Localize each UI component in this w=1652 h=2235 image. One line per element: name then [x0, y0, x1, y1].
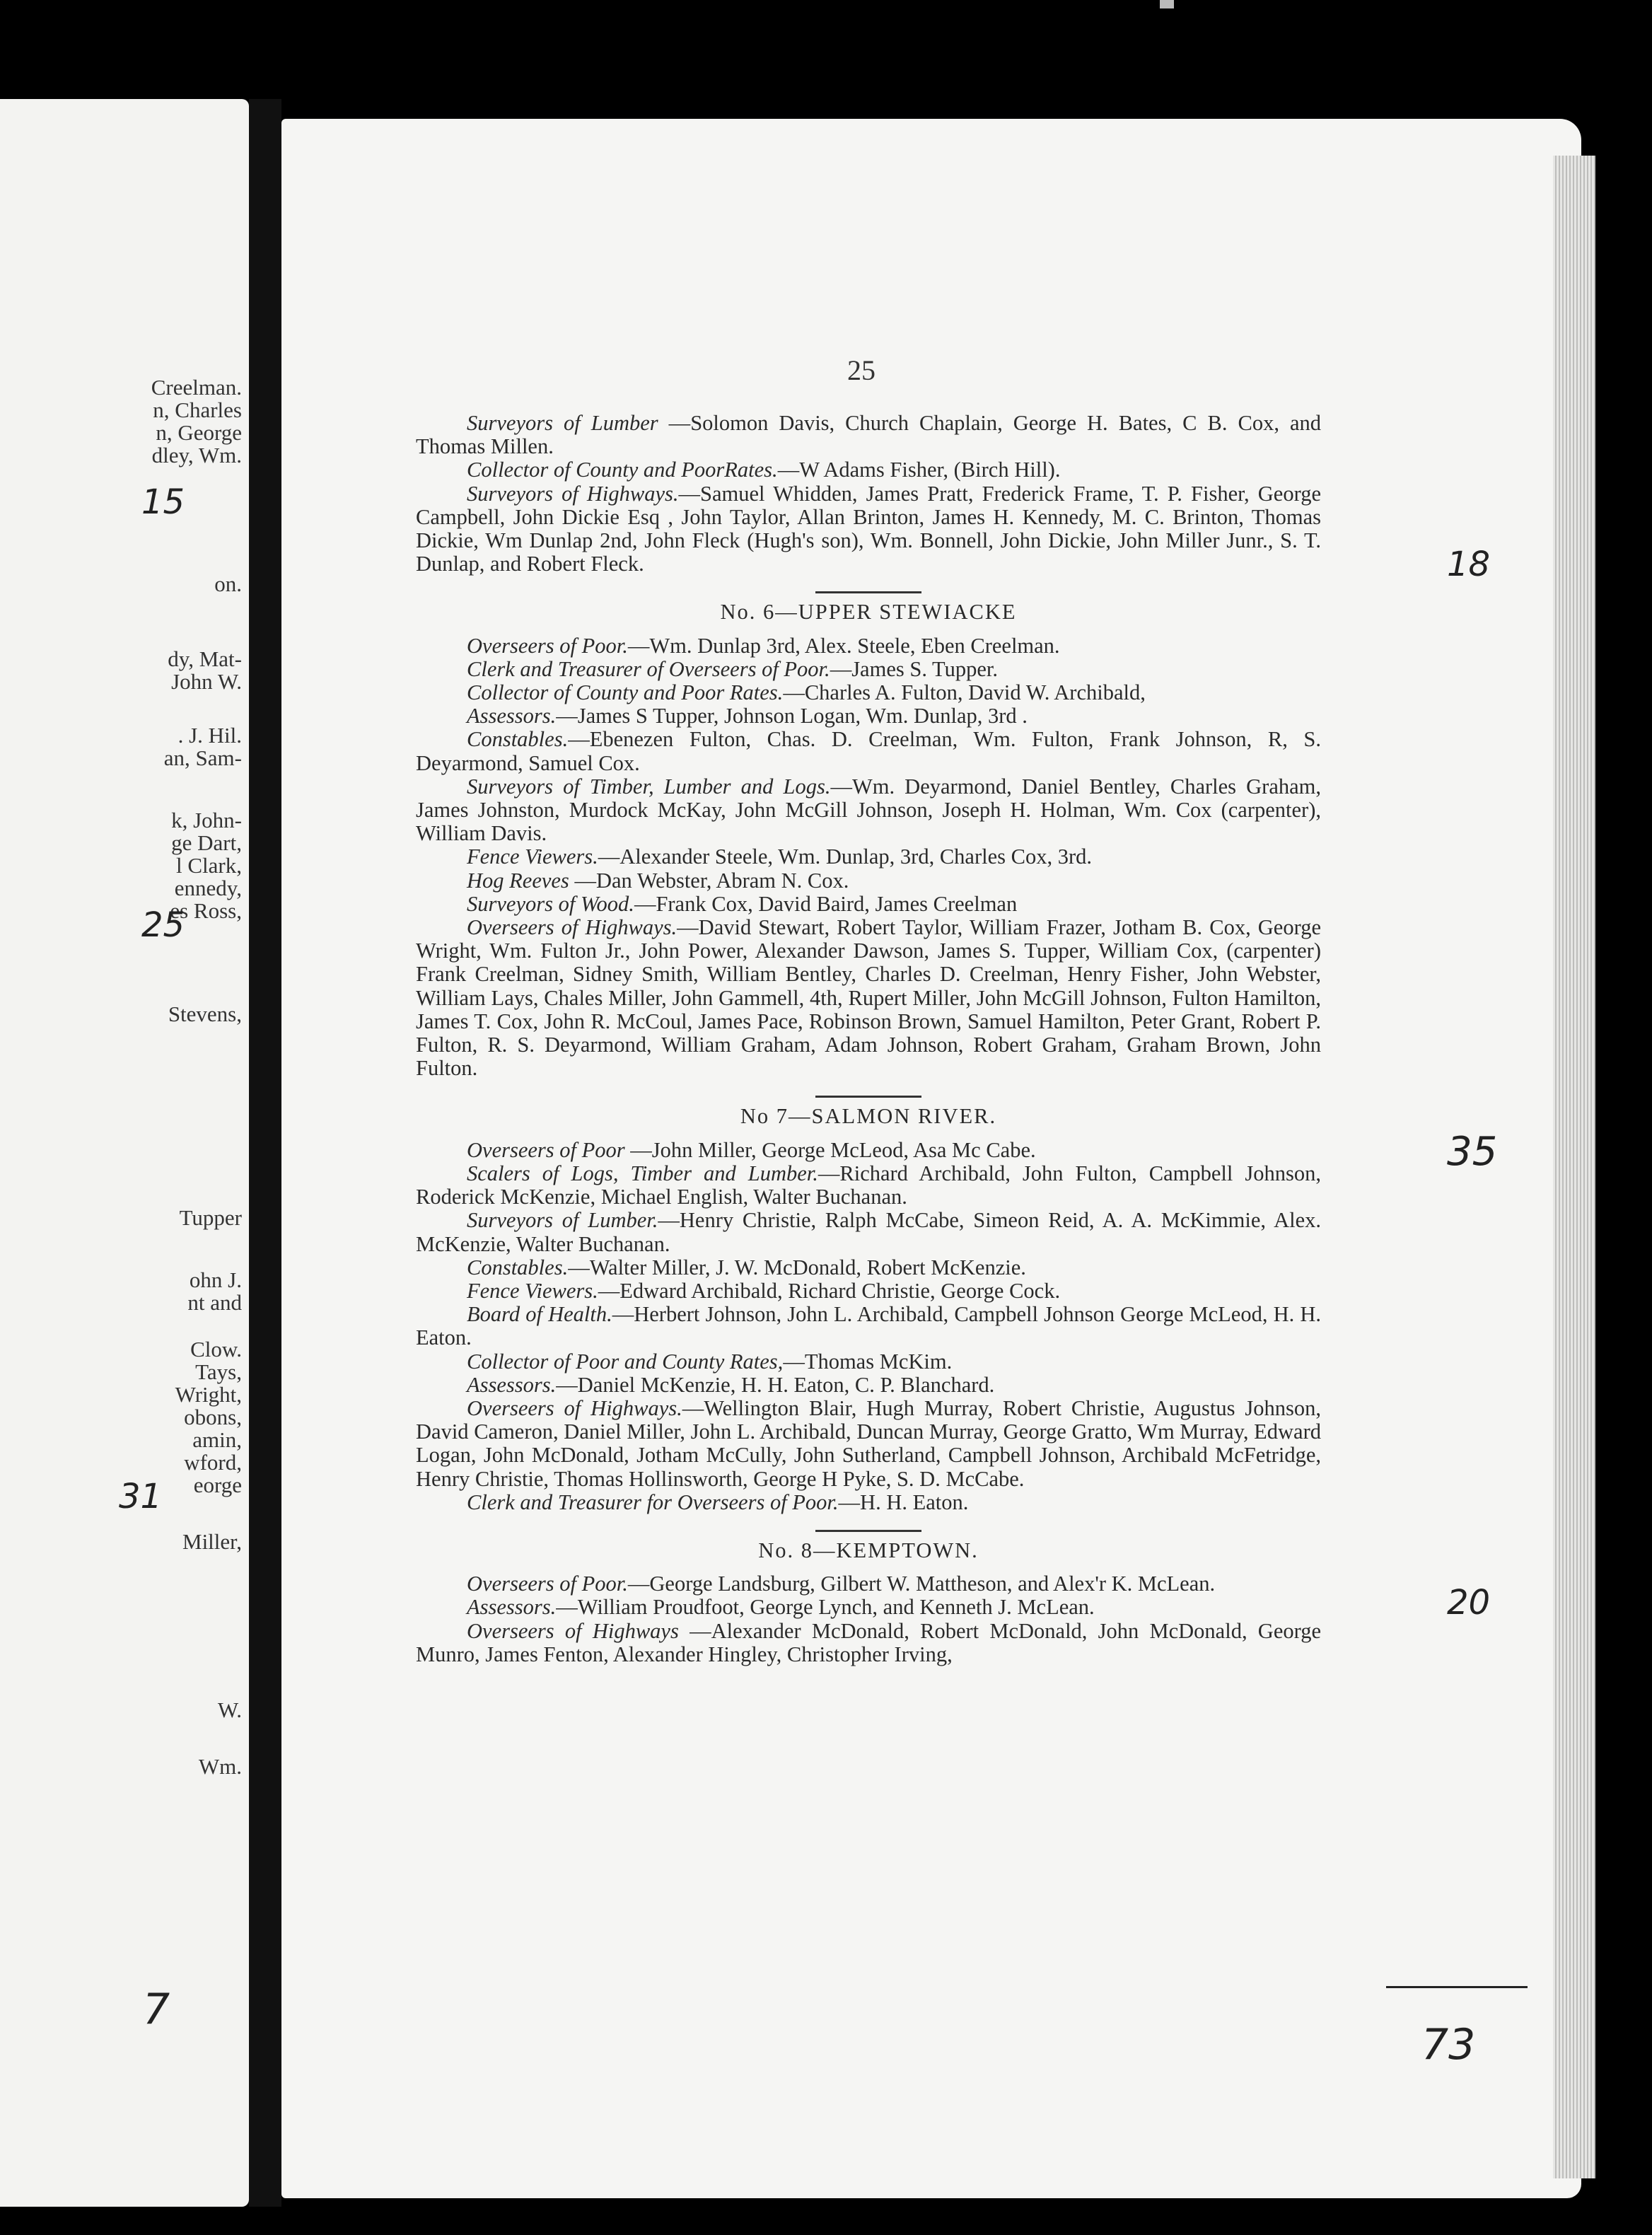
entry	[416, 775, 1321, 846]
opening-entries	[416, 412, 1321, 576]
section-heading-text: No. 6—UPPER STEWIACKE	[720, 600, 1017, 625]
entry	[416, 1350, 1321, 1374]
entry-text: Edward Archibald, Richard Christie, George Cock.	[620, 1278, 1061, 1303]
handwritten-note: 20	[1447, 1583, 1491, 1622]
entry-label: Board of Health.	[467, 1302, 612, 1327]
entry-sep: —	[838, 1490, 861, 1514]
entry-label: Surveyors of Wood.	[467, 891, 634, 916]
entry-label: Constables.	[467, 1255, 569, 1279]
handwritten-rule	[1386, 1986, 1528, 1988]
section-heading	[416, 1096, 1321, 1128]
left-page-fragment: John W.	[171, 669, 242, 694]
left-page-fragment: Wright,	[175, 1382, 242, 1407]
entry-sep: —	[568, 1255, 590, 1279]
entry	[416, 412, 1321, 458]
entry-label: Hog Reeves	[467, 868, 569, 893]
entry	[416, 634, 1321, 658]
entry-text: Wm. Deyarmond, Daniel Bentley, Charles Graham, James Johnston, Murdock McKay, John McGill Johnson, Joseph H. Holman, Wm. Cox (carpenter), William Davis.	[416, 774, 1321, 846]
entry-sep: —	[624, 1137, 652, 1162]
entry-label: Surveyors of Lumber.	[467, 1208, 658, 1233]
left-page-fragment: Tays,	[195, 1359, 242, 1384]
entry	[416, 1596, 1321, 1619]
entry-text: Alexander Steele, Wm. Dunlap, 3rd, Charles Cox, 3rd.	[620, 844, 1092, 869]
left-page-fragment: dy, Mat-	[168, 646, 242, 671]
entry-label: Surveyors of Timber, Lumber and Logs.	[467, 774, 831, 799]
entry	[416, 658, 1321, 681]
entry-text: James S Tupper, Johnson Logan, Wm. Dunlap, 3rd .	[577, 704, 1028, 728]
left-page-fragment: dley, Wm.	[151, 443, 242, 468]
entry-label: Scalers of Logs, Timber and Lumber.	[467, 1161, 818, 1185]
handwritten-note: 25	[141, 905, 185, 945]
entry-sep: —	[783, 1349, 805, 1374]
left-page-fragment: ge Dart,	[171, 830, 242, 855]
entry-sep: —	[818, 1161, 840, 1185]
entry-sep: —	[556, 1595, 578, 1620]
entry-sep: —	[658, 1208, 680, 1233]
entry-label: Constables.	[467, 727, 569, 752]
entry-label: Surveyors of Highways.	[467, 481, 679, 506]
entry-label: Surveyors of Lumber	[467, 411, 658, 435]
entry-text: Henry Christie, Ralph McCabe, Simeon Reid, A. A. McKimmie, Alex. McKenzie, Walter Buchanan.	[416, 1208, 1321, 1256]
entry	[416, 869, 1321, 893]
section-rule	[815, 1096, 921, 1098]
entry-label: Collector of County and Poor Rates.	[467, 680, 784, 705]
left-page-fragment: wford,	[184, 1450, 242, 1475]
entry-label: Overseers of Highways	[467, 1618, 679, 1643]
left-page-fragment: nt and	[187, 1290, 242, 1315]
left-page-fragment: Stevens,	[168, 1002, 242, 1026]
entry-text: H. H. Eaton.	[860, 1490, 969, 1514]
entry-label: Fence Viewers.	[467, 844, 598, 869]
entry-label: Overseers of Poor	[467, 1137, 625, 1162]
entry-text: William Proudfoot, George Lynch, and Kenneth J. McLean.	[577, 1595, 1095, 1620]
entry-label: Overseers of Highways.	[467, 1395, 682, 1420]
book-gutter	[249, 99, 281, 2207]
entry	[416, 1209, 1321, 1255]
entry-label: Assessors.	[467, 1372, 557, 1397]
entry	[416, 916, 1321, 1080]
left-page-fragment: Miller,	[182, 1529, 242, 1554]
entry	[416, 728, 1321, 774]
handwritten-note: 35	[1447, 1129, 1498, 1175]
entry	[416, 1162, 1321, 1209]
entry-text: Walter Miller, J. W. McDonald, Robert McKenzie.	[589, 1255, 1026, 1279]
entry-sep: —	[783, 680, 805, 705]
entry-sep: —	[678, 481, 701, 506]
entry-label: Fence Viewers.	[467, 1278, 598, 1303]
left-page-fragment: an, Sam-	[163, 745, 242, 770]
entry-text: Daniel McKenzie, H. H. Eaton, C. P. Blanchard.	[577, 1372, 995, 1397]
page-edge	[1553, 156, 1595, 2178]
left-page-fragment: ennedy,	[174, 876, 242, 900]
left-page-fragment: obons,	[184, 1405, 242, 1429]
entry-sep: —	[598, 1278, 620, 1303]
left-page-fragment: ohn J.	[189, 1267, 242, 1292]
left-page-fragment: n, Charles	[153, 397, 242, 422]
entry-sep: —	[612, 1302, 634, 1327]
entry-text: John Miller, George McLeod, Asa Mc Cabe.	[651, 1137, 1036, 1162]
section-upper-stewiacke	[416, 591, 1321, 1080]
left-page-fragment: Creelman.	[151, 375, 242, 400]
section-heading	[416, 591, 1321, 624]
entry	[416, 681, 1321, 704]
entry-sep: —	[627, 633, 650, 658]
left-page-fragment: Tupper	[179, 1205, 242, 1230]
entry-text: Ebenezen Fulton, Chas. D. Creelman, Wm. Fulton, Frank Johnson, R, S. Deyarmond, Samuel Cox.	[416, 727, 1321, 775]
entry	[416, 704, 1321, 728]
section-rule	[815, 591, 921, 593]
handwritten-note: 31	[119, 1477, 163, 1516]
left-page-fragment: on.	[214, 571, 242, 596]
section-heading-text: No 7—SALMON RIVER.	[740, 1104, 997, 1129]
entry-label: Collector of Poor and County Rates,	[467, 1349, 784, 1374]
left-page-fragment: Wm.	[198, 1754, 242, 1779]
left-page-fragment: k, John-	[171, 808, 242, 832]
handwritten-note: 73	[1421, 2020, 1476, 2069]
handwritten-note: 7	[143, 1985, 170, 2034]
entry	[416, 893, 1321, 916]
handwritten-note: 18	[1447, 545, 1491, 584]
section-rule	[815, 1530, 921, 1532]
page-number: 25	[847, 354, 876, 386]
entry-text: Alexander McDonald, Robert McDonald, John McDonald, George Munro, James Fenton, Alexander Hingley, Christopher Irving,	[416, 1618, 1321, 1666]
left-page-fragment: W.	[217, 1697, 242, 1722]
handwritten-note: 15	[141, 482, 185, 522]
entry-text: Charles A. Fulton, David W. Archibald,	[804, 680, 1146, 705]
entry-text: W Adams Fisher, (Birch Hill).	[799, 458, 1061, 482]
entry-text: Thomas McKim.	[804, 1349, 953, 1374]
entry-label: Overseers of Poor.	[467, 1572, 628, 1596]
page-text	[416, 412, 1321, 1666]
entry	[416, 1256, 1321, 1279]
entry-label: Assessors.	[467, 704, 557, 728]
entry-text: Dan Webster, Abram N. Cox.	[595, 868, 849, 893]
entry	[416, 1374, 1321, 1397]
entry	[416, 1491, 1321, 1514]
left-page-fragment: Clow.	[190, 1337, 242, 1362]
entry-text: Wm. Dunlap 3rd, Alex. Steele, Eben Creelman.	[649, 633, 1060, 658]
entry-label: Clerk and Treasurer of Overseers of Poor.	[467, 656, 830, 681]
entry-sep: —	[556, 1372, 578, 1397]
entry	[416, 1620, 1321, 1666]
entry-label: Clerk and Treasurer for Overseers of Poor.	[467, 1490, 839, 1514]
entry-label: Assessors.	[467, 1595, 557, 1620]
entry-label: Overseers of Highways.	[467, 915, 677, 940]
entry-sep: —	[830, 774, 852, 799]
entry-text: Frank Cox, David Baird, James Creelman	[656, 891, 1018, 916]
section-heading	[416, 1530, 1321, 1562]
entry	[416, 458, 1321, 482]
left-page-fragment: l Clark,	[176, 853, 242, 878]
entry-text: Samuel Whidden, James Pratt, Frederick Frame, T. P. Fisher, George Campbell, John Dickie Esq , John Taylor, Allan Brinton, James H. Kennedy, M. C. Brinton, Thomas Dickie, Wm Dunlap 2nd, John Fleck (Hugh's son), Wm. Bonnell, John Dickie, John Miller Junr., S. T. Dunlap, and Robert Fleck.	[416, 481, 1321, 576]
left-page	[0, 99, 249, 2207]
section-salmon-river	[416, 1096, 1321, 1514]
top-edge-mark	[1160, 0, 1174, 8]
entry-sep: —	[634, 891, 656, 916]
entry	[416, 1303, 1321, 1349]
entry	[416, 1572, 1321, 1596]
entry-sep: —	[556, 704, 578, 728]
entry-sep: —	[777, 458, 800, 482]
entry-text: George Landsburg, Gilbert W. Mattheson, and Alex'r K. McLean.	[649, 1572, 1216, 1596]
entry-sep: —	[598, 844, 620, 869]
entry-text: Richard Archibald, John Fulton, Campbell Johnson, Roderick McKenzie, Michael English, Walter Buchanan.	[416, 1161, 1321, 1209]
entry-text: Solomon Davis, Church Chaplain, George H. Bates, C B. Cox, and Thomas Millen.	[416, 411, 1322, 459]
entry-sep: —	[658, 411, 691, 435]
entry	[416, 845, 1321, 869]
section-heading-text: No. 8—KEMPTOWN.	[758, 1538, 979, 1562]
section-kemptown	[416, 1530, 1321, 1666]
entry-sep: —	[678, 1618, 711, 1643]
entry-text: David Stewart, Robert Taylor, William Frazer, Jotham B. Cox, George Wright, Wm. Fulton Jr., John Power, Alexander Dawson, James S. Tupper, William Cox, (carpenter) Frank Creelman, Sidney Smith, William Bentley, Charles D. Creelman, Henry Fisher, John Webster, William Lays, Chales Miller, John Gammell, 4th, Rupert Miller, John McGill Johnson, Fulton Hamilton, James T. Cox, John R. McCoul, James Pace, Robinson Brown, Samuel Hamilton, Peter Grant, Robert P. Fulton, R. S. Deyarmond, William Graham, Adam Johnson, Robert Graham, Graham Brown, John Fulton.	[416, 915, 1321, 1081]
left-page-fragment: n, George	[156, 420, 242, 445]
entry-sep: —	[627, 1572, 650, 1596]
left-page-fragment: es Ross,	[170, 898, 242, 923]
entry-label: Collector of County and PoorRates.	[467, 458, 778, 482]
entry-label: Overseers of Poor.	[467, 633, 628, 658]
entry-text: Wellington Blair, Hugh Murray, Robert Christie, Augustus Johnson, David Cameron, Daniel Miller, John L. Archibald, Duncan Murray, George Gratto, Wm Murray, Edward Logan, John McDonald, Jotham McCully, John Sutherland, Campbell Johnson, Archibald McFetridge, Henry Christie, Thomas Hollinsworth, George H Pyke, S. D. McCabe.	[416, 1395, 1321, 1491]
left-page-fragment: amin,	[192, 1427, 242, 1452]
entry	[416, 1139, 1321, 1162]
left-page-fragment: eorge	[193, 1473, 242, 1497]
entry	[416, 1397, 1321, 1491]
entry	[416, 482, 1321, 576]
left-page-fragment: . J. Hil.	[178, 723, 242, 748]
entry-text: Herbert Johnson, John L. Archibald, Campbell Johnson George McLeod, H. H. Eaton.	[416, 1302, 1322, 1350]
entry-sep: —	[682, 1395, 704, 1420]
entry	[416, 1279, 1321, 1303]
entry-sep: —	[830, 656, 852, 681]
entry-sep: —	[677, 915, 699, 940]
entry-sep: —	[569, 868, 596, 893]
entry-sep: —	[568, 727, 590, 752]
entry-text: James S. Tupper.	[851, 656, 998, 681]
